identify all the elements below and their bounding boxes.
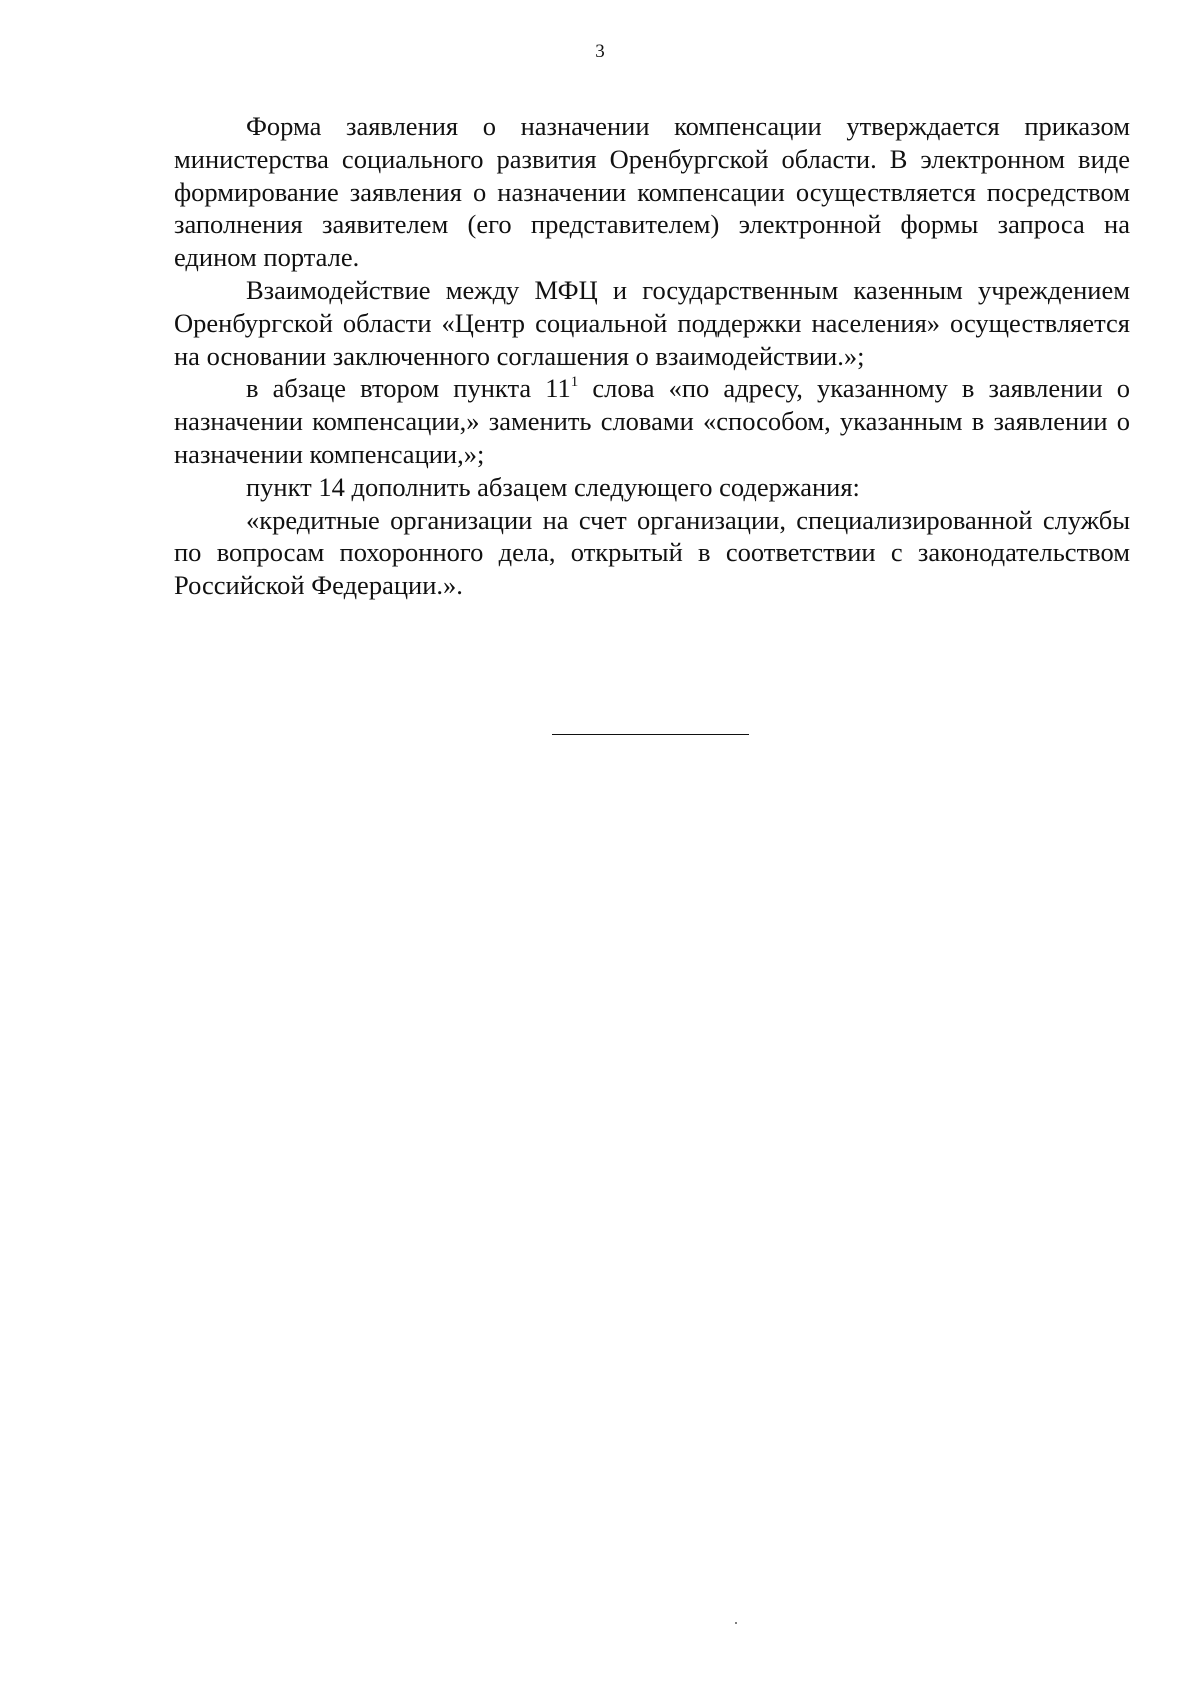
paragraph-mfc-interaction: Взаимодействие между МФЦ и государственным казенным учреждением Оренбургской области «Центр социальной поддержки населения» осуществляется на основании заключенного соглашения о взаимодействии.»; (174, 274, 1130, 371)
paragraph-amend-point-14: пункт 14 дополнить абзацем следующего содержания: (246, 471, 860, 502)
page-number: 3 (595, 41, 605, 62)
document-body (174, 110, 1130, 602)
paragraph-application-form: Форма заявления о назначении компенсации утверждается приказом министерства социального развития Оренбургской области. В электронном виде формирование заявления о назначении компенсации осуществляется посредством заполнения заявителем (его представителем) электронной формы запроса на едином портале. (174, 111, 1130, 273)
paragraph-amend-point-11-1 (174, 372, 1130, 470)
amend-text-end: слова «по адресу, указанному в заявлении о назначении компенсации,» заменить словами «способом, указанным в заявлении о назначении компенсации,»; (174, 373, 1130, 469)
paragraph-credit-organizations: «кредитные организации на счет организации, специализированной службы по вопросам похоронного дела, открытый в соответствии с законодательством Российской Федерации.». (174, 504, 1130, 601)
end-of-document-rule (552, 734, 749, 735)
scan-artifact-dot (735, 1622, 737, 1624)
superscript-index: 1 (570, 374, 579, 391)
amend-text-start: в абзаце втором пункта 11 (246, 373, 571, 404)
